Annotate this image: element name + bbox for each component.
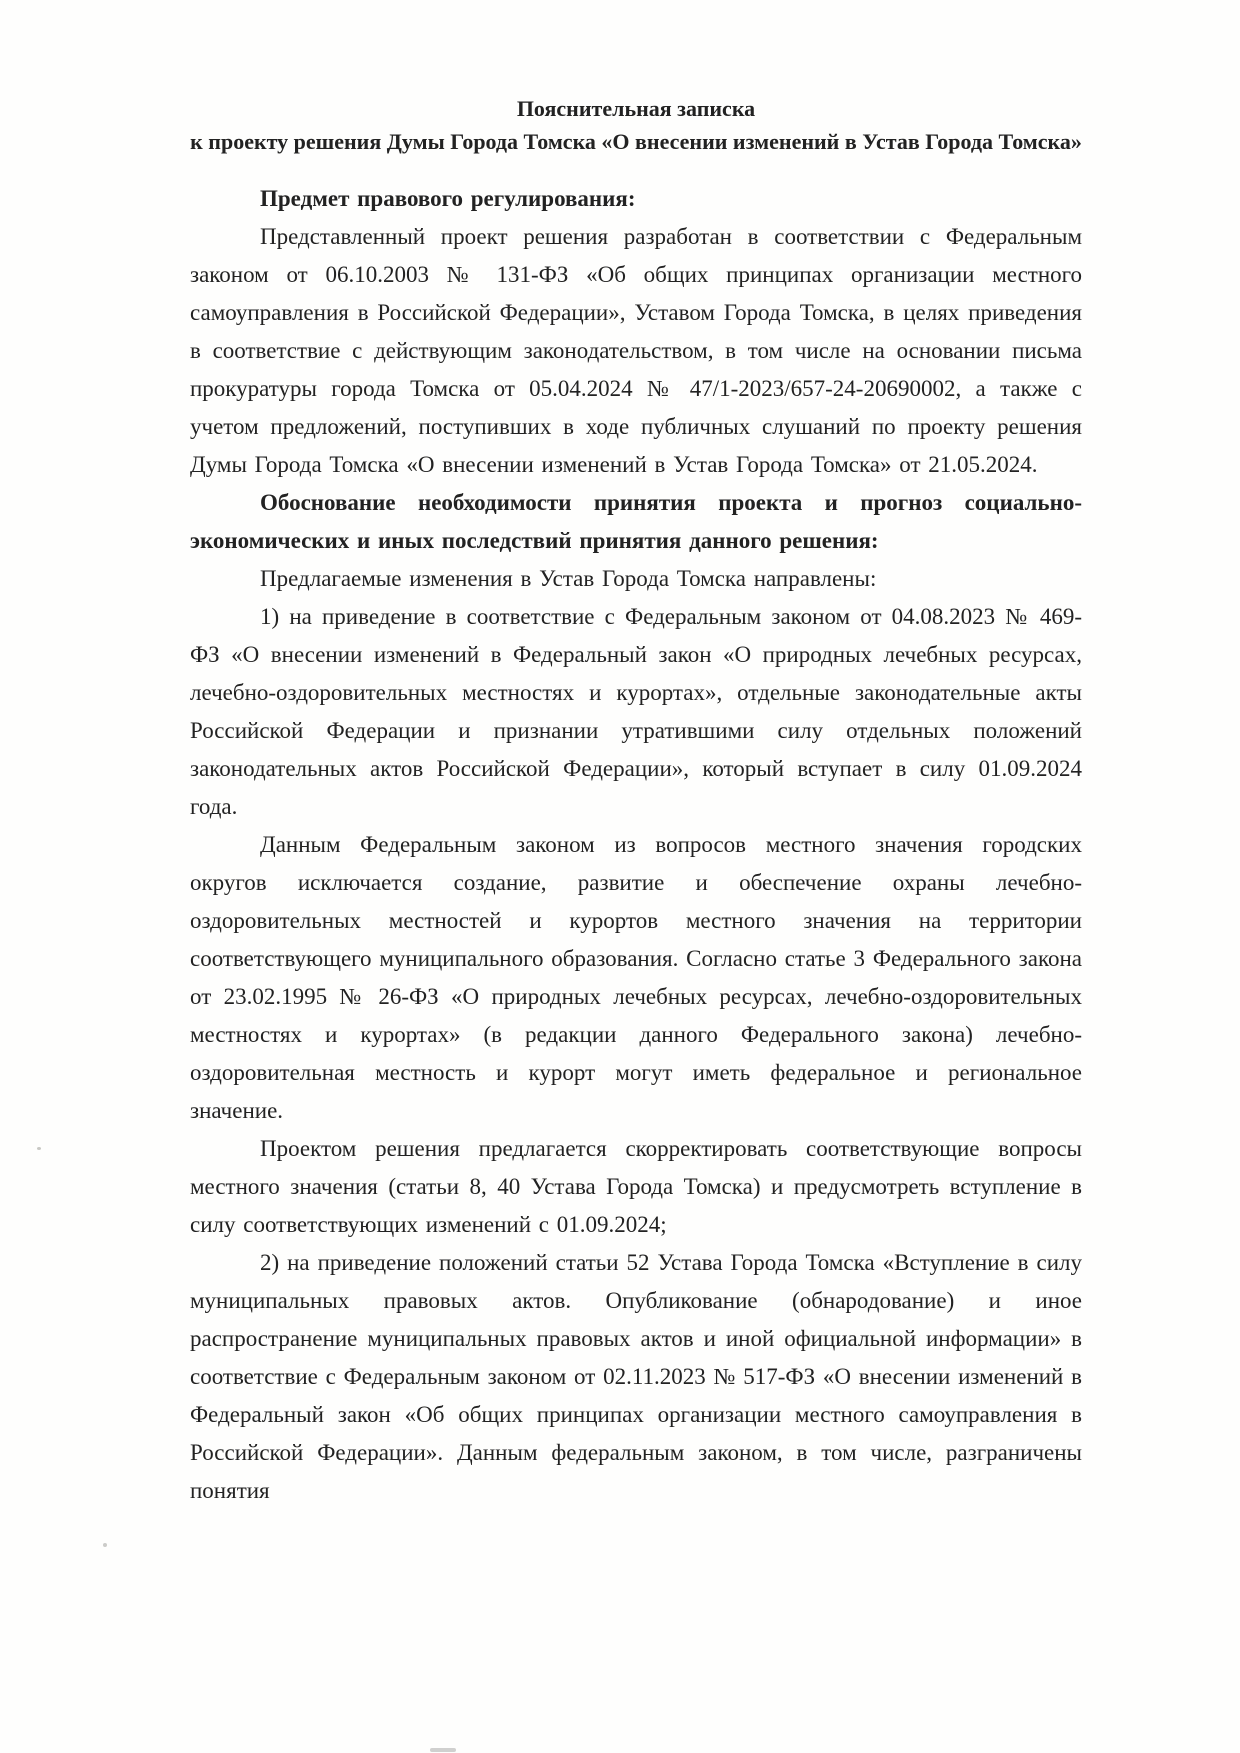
paragraph-heading: Предмет правового регулирования: bbox=[260, 186, 636, 211]
scan-artifact bbox=[103, 1543, 107, 1547]
document-content bbox=[190, 92, 1082, 1510]
scan-artifact bbox=[37, 1147, 41, 1150]
paragraph-body: Предлагаемые изменения в Устав Города Томска направлены: bbox=[260, 566, 877, 591]
document-title bbox=[190, 92, 1082, 158]
paragraph-body: Проектом решения предлагается скорректировать соответствующие вопросы местного значения (статьи 8, 40 Устава Города Томска) и предусмотреть вступление в силу соответствующих изменений с 01.09.2024; bbox=[190, 1136, 1082, 1237]
paragraph-body: 2) на приведение положений статьи 52 Устава Города Томска «Вступление в силу муниципальных правовых актов. Опубликование (обнародование) и иное распространение муниципальных правовых актов и иной официальной информации» в соответствие с Федеральным законом от 02.11.2023 № 517-ФЗ «О внесении изменений в Федеральный закон «Об общих принципах организации местного самоуправления в Российской Федерации». Данным федеральным законом, в том числе, разграничены понятия bbox=[190, 1250, 1082, 1503]
document-title-line2: к проекту решения Думы Города Томска «О внесении изменений в Устав Города Томска» bbox=[190, 129, 1082, 154]
paragraph-body: 1) на приведение в соответствие с Федеральным законом от 04.08.2023 № 469-ФЗ «О внесении изменений в Федеральный закон «О природных лечебных ресурсах, лечебно-оздоровительных местностях и курортах», отдельные законодательные акты Российской Федерации и признании утратившими силу отдельных положений законодательных актов Российской Федерации», который вступает в силу 01.09.2024 года. bbox=[190, 604, 1082, 819]
paragraph-body: Представленный проект решения разработан в соответствии с Федеральным законом от 06.10.2003 № 131-ФЗ «Об общих принципах организации местного самоуправления в Российской Федерации», Уставом Города Томска, в целях приведения в соответствие с действующим законодательством, в том числе на основании письма прокуратуры города Томска от 05.04.2024 № 47/1-2023/657-24-20690002, а также с учетом предложений, поступивших в ходе публичных слушаний по проекту решения Думы Города Томска «О внесении изменений в Устав Города Томска» от 21.05.2024. bbox=[190, 224, 1082, 477]
document-title-line1: Пояснительная записка bbox=[516, 96, 756, 121]
paragraph-body: Данным Федеральным законом из вопросов местного значения городских округов исключается создание, развитие и обеспечение охраны лечебно-оздоровительных местностей и курортов местного значения на территории соответствующего муниципального образования. Согласно статье 3 Федерального закона от 23.02.1995 № 26-ФЗ «О природных лечебных ресурсах, лечебно-оздоровительных местностях и курортах» (в редакции данного Федерального закона) лечебно-оздоровительная местность и курорт могут иметь федеральное и региональное значение. bbox=[190, 832, 1082, 1123]
paragraph-heading: Обоснование необходимости принятия проекта и прогноз социально-экономических и иных последствий принятия данного решения: bbox=[190, 490, 1082, 553]
scan-artifact bbox=[430, 1748, 456, 1752]
